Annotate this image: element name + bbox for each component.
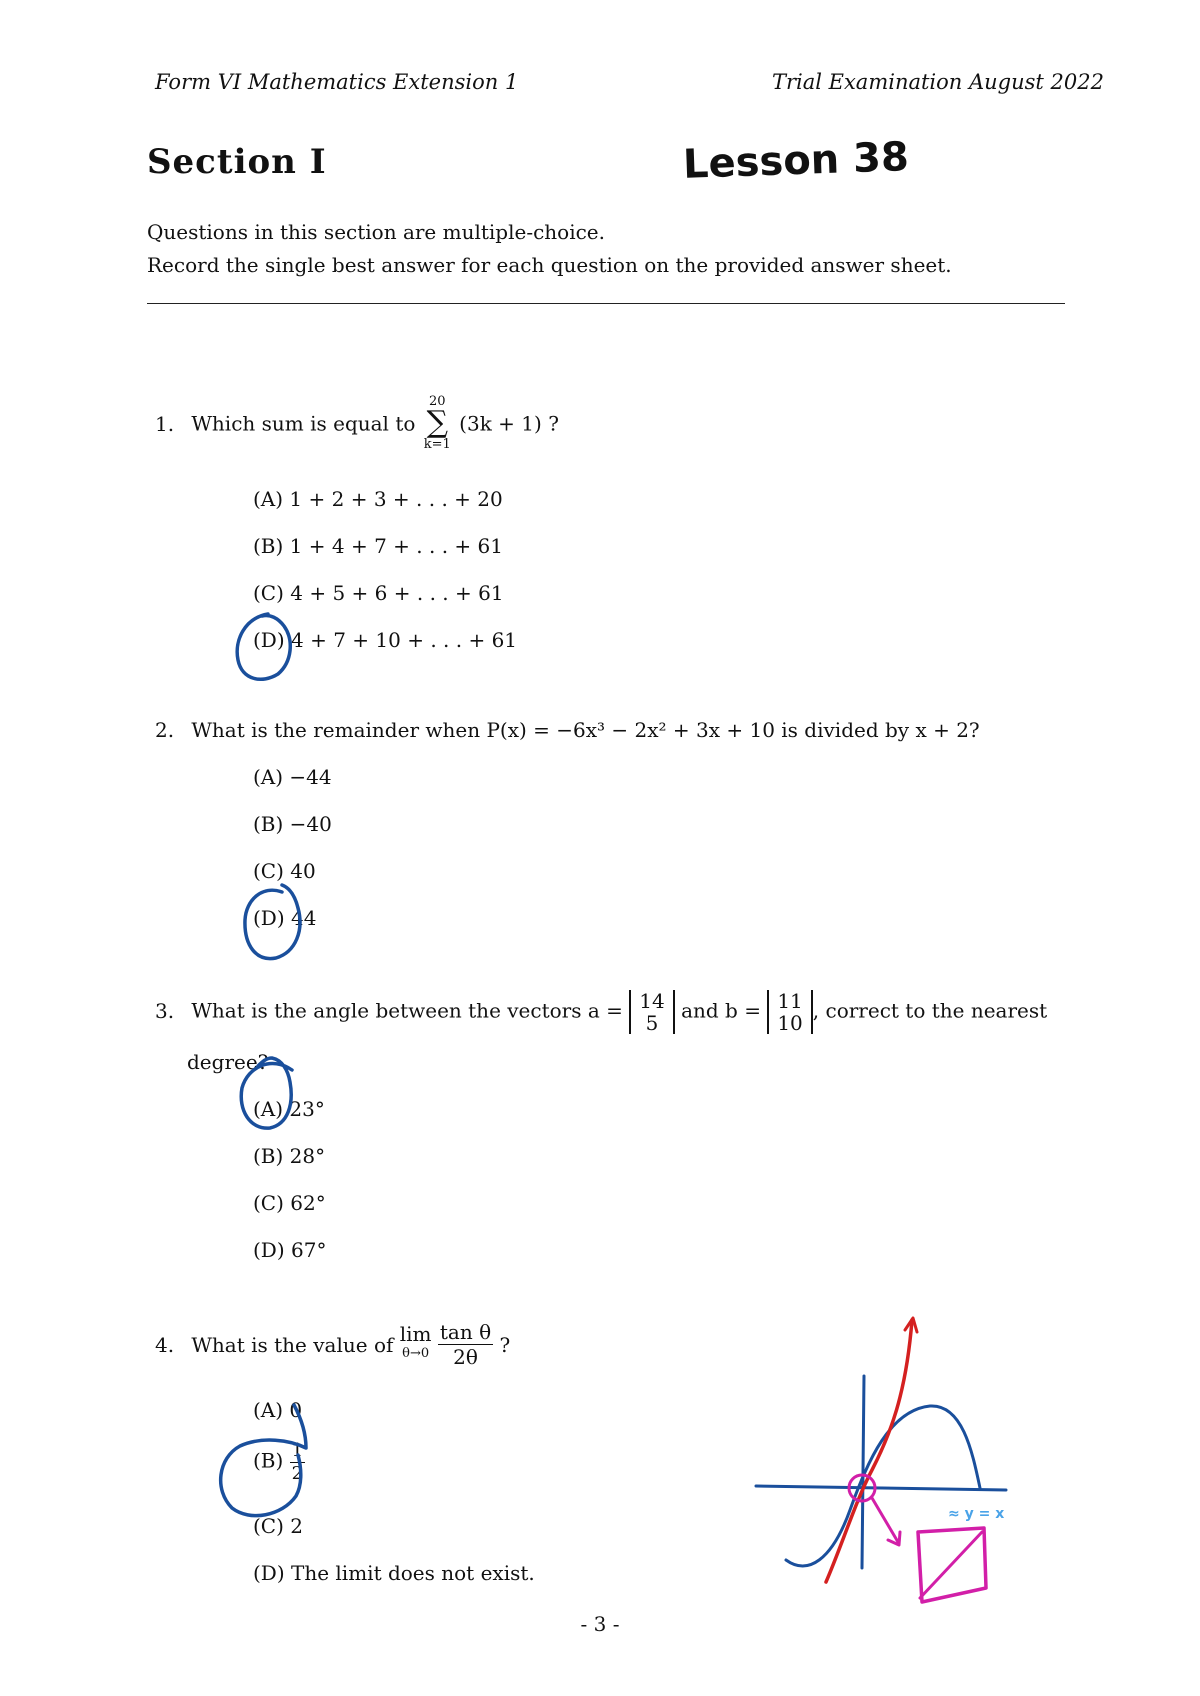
option-label: (B) <box>253 1448 284 1473</box>
option-text: 4 + 7 + 10 + . . . + 61 <box>291 628 518 652</box>
section-intro-line1: Questions in this section are multiple-choice. <box>147 220 605 244</box>
option-label: (C) <box>253 1191 284 1215</box>
question-number: 4. <box>155 1333 175 1357</box>
option-label: (D) <box>253 628 285 652</box>
option-text: 40 <box>290 859 316 883</box>
option-text: 4 + 5 + 6 + . . . + 61 <box>290 581 504 605</box>
fraction-denominator: 2θ <box>453 1345 478 1369</box>
section-intro-line2: Record the single best answer for each question on the provided answer sheet. <box>147 253 952 277</box>
option-text: 1 + 4 + 7 + . . . + 61 <box>289 534 503 558</box>
option-text: 23° <box>289 1097 325 1121</box>
answer-circle-q4 <box>221 1405 306 1516</box>
option-label: (A) <box>253 487 284 511</box>
question-text-middle: and b = <box>681 998 761 1023</box>
question-number: 3. <box>155 998 175 1023</box>
vector-a-top: 14 <box>639 989 665 1013</box>
answer-circle-q3 <box>241 1058 292 1128</box>
option-label: (C) <box>253 859 284 883</box>
sketch-note: ≈ y = x <box>948 1506 1005 1522</box>
sum-expression: (3k + 1) <box>459 411 542 436</box>
option-text: −44 <box>289 765 332 789</box>
option-label: (C) <box>253 1514 284 1538</box>
vector-b-top: 11 <box>777 989 803 1013</box>
sigma-symbol: ∑ <box>426 405 448 440</box>
option-text: 67° <box>291 1238 327 1262</box>
answer-circle-q2 <box>245 885 300 959</box>
header-right: Trial Examination August 2022 <box>771 70 1104 94</box>
sum-upper: 20 <box>429 394 446 409</box>
sketch-box-diagonal <box>920 1532 982 1598</box>
question-text: Which sum is equal to <box>191 411 416 436</box>
question-suffix: ? <box>548 411 559 436</box>
question-3-line2: degree? <box>187 1050 269 1074</box>
option-label: (A) <box>253 1398 284 1422</box>
fraction-denominator: 2 <box>291 1462 304 1484</box>
section-title: Section I <box>147 142 327 182</box>
option-text: The limit does not exist. <box>291 1561 535 1585</box>
sketch-x-axis <box>756 1486 1006 1490</box>
option-label: (A) <box>253 1097 284 1121</box>
option-text: 2 <box>290 1514 304 1538</box>
handwritten-lesson-note: Lesson 38 <box>682 134 910 188</box>
option-text: 1 + 2 + 3 + . . . + 20 <box>289 487 503 511</box>
vector-a-bottom: 5 <box>645 1011 659 1035</box>
option-label: (D) <box>253 1561 285 1585</box>
sum-lower: k=1 <box>423 437 451 452</box>
limit-text: lim <box>399 1322 432 1346</box>
option-text: 0 <box>289 1398 303 1422</box>
sketch-arrow <box>872 1498 898 1542</box>
page-number: - 3 - <box>580 1612 620 1636</box>
question-number: 2. <box>155 718 175 742</box>
question-text: What is the value of <box>191 1333 394 1357</box>
header-left: Form VI Mathematics Extension 1 <box>155 70 519 94</box>
option-text: −40 <box>289 812 332 836</box>
answer-circle-q1 <box>237 614 290 679</box>
option-label: (B) <box>253 534 284 558</box>
option-label: (B) <box>253 1144 284 1168</box>
option-text: 44 <box>291 906 317 930</box>
vector-b-bottom: 10 <box>777 1011 803 1035</box>
fraction-numerator: 1 <box>291 1440 304 1461</box>
question-number: 1. <box>155 411 175 436</box>
option-label: (D) <box>253 906 285 930</box>
option-text: 62° <box>290 1191 326 1215</box>
option-label: (B) <box>253 812 284 836</box>
option-label: (A) <box>253 765 284 789</box>
question-text-suffix: , correct to the nearest <box>812 998 1048 1023</box>
option-label: (D) <box>253 1238 285 1262</box>
question-text: What is the angle between the vectors a = <box>191 998 623 1023</box>
question-text: What is the remainder when P(x) = −6x³ − 2x² + 3x + 10 is divided by x + 2? <box>191 718 980 742</box>
option-text: 28° <box>289 1144 326 1168</box>
option-label: (C) <box>253 581 284 605</box>
question-suffix: ? <box>499 1333 511 1357</box>
limit-subscript: θ→0 <box>402 1346 430 1361</box>
fraction-numerator: tan θ <box>439 1320 492 1344</box>
